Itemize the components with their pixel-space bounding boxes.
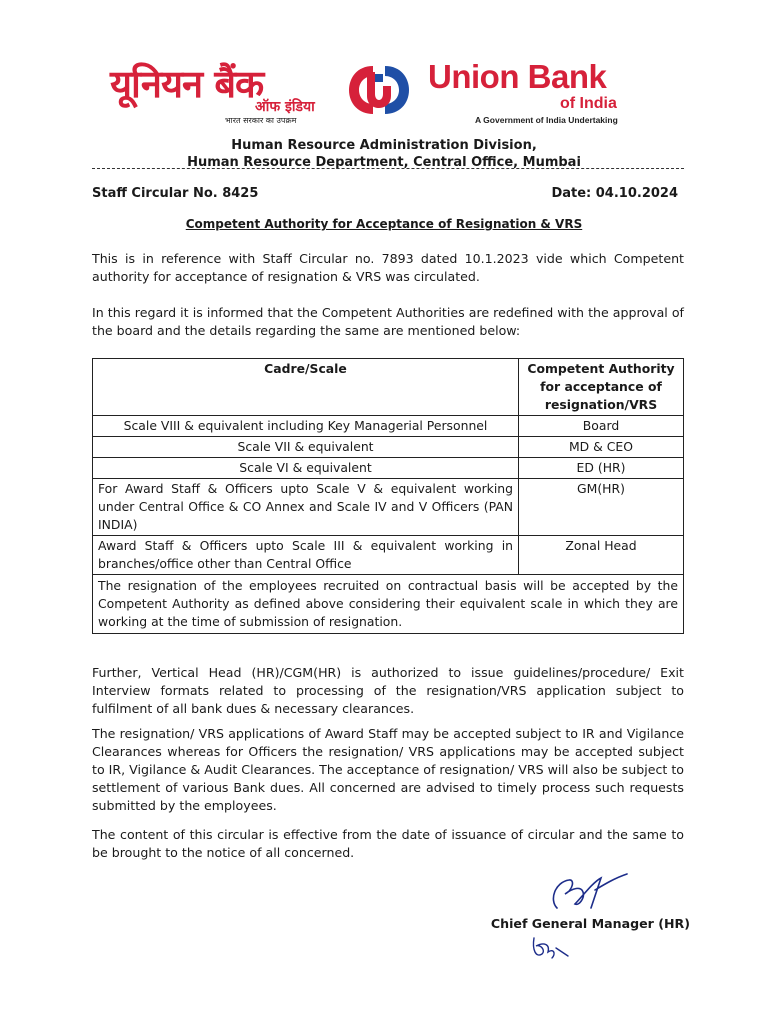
further-paragraph: Further, Vertical Head (HR)/CGM(HR) is authorized to issue guidelines/procedure/ Exit Interview formats related to processing of the resignation/VRS application subject to fulfilment of all bank dues & necessary clearances. bbox=[92, 665, 684, 716]
applications-paragraph: The resignation/ VRS applications of Award Staff may be accepted subject to IR and Vigilance Clearances whereas for Officers the resignation/ VRS applications may be accepted subject to IR, Vigilance & Audit Clearances. The acceptance of resignation/ VRS will also be subject to settlement of various Bank dues. All concerned are advised to timely process such requests submitted by the employees. bbox=[92, 726, 684, 813]
table-row bbox=[93, 536, 684, 575]
signature-icon bbox=[535, 868, 635, 918]
letterhead bbox=[0, 55, 768, 125]
header-authority: Competent Authority for acceptance of resignation/VRS bbox=[519, 359, 684, 416]
table-header-row bbox=[93, 359, 684, 416]
authority-cell: MD & CEO bbox=[519, 437, 684, 458]
table-row bbox=[93, 437, 684, 458]
cadre-cell: Award Staff & Officers upto Scale III & equivalent working in branches/office other than Central Office bbox=[93, 536, 519, 575]
english-tagline: A Government of India Undertaking bbox=[475, 115, 618, 125]
cadre-cell: For Award Staff & Officers upto Scale V & equivalent working under Central Office & CO Annex and Scale IV and V Officers (PAN INDIA) bbox=[93, 479, 519, 536]
hindi-bank-subname: ऑफ इंडिया bbox=[255, 99, 315, 115]
union-bank-logo-icon bbox=[343, 60, 415, 120]
intro-paragraph: This is in reference with Staff Circular no. 7893 dated 10.1.2023 vide which Competent authority for acceptance of resignation & VRS was circulated. bbox=[92, 251, 684, 284]
authority-cell: Board bbox=[519, 416, 684, 437]
authority-cell: GM(HR) bbox=[519, 479, 684, 536]
regard-paragraph: In this regard it is informed that the Competent Authorities are redefined with the approval of the board and the details regarding the same are mentioned below: bbox=[92, 305, 684, 338]
circular-number: Staff Circular No. 8425 bbox=[92, 186, 259, 201]
circular-date: Date: 04.10.2024 bbox=[551, 186, 678, 201]
table-row bbox=[93, 479, 684, 536]
header-cadre: Cadre/Scale bbox=[93, 359, 519, 416]
signatory-designation: Chief General Manager (HR) bbox=[490, 916, 690, 931]
dashed-divider bbox=[92, 168, 684, 169]
subject-line: Competent Authority for Acceptance of Resignation & VRS bbox=[185, 217, 583, 231]
table-row bbox=[93, 458, 684, 479]
cadre-cell: Scale VIII & equivalent including Key Managerial Personnel bbox=[93, 416, 519, 437]
division-heading bbox=[0, 137, 768, 171]
table-row bbox=[93, 416, 684, 437]
division-line-1: Human Resource Administration Division, bbox=[231, 138, 537, 153]
english-bank-subname: of India bbox=[560, 95, 617, 112]
hindi-bank-name: यूनियन बैंक bbox=[110, 62, 264, 106]
effective-paragraph: The content of this circular is effective from the date of issuance of circular and the same to be brought to the notice of all concerned. bbox=[92, 827, 684, 860]
authority-table bbox=[92, 358, 684, 634]
cadre-cell: Scale VI & equivalent bbox=[93, 458, 519, 479]
authority-cell: Zonal Head bbox=[519, 536, 684, 575]
authority-cell: ED (HR) bbox=[519, 458, 684, 479]
hindi-tagline: भारत सरकार का उपक्रम bbox=[225, 116, 297, 125]
contractual-note: The resignation of the employees recruited on contractual basis will be accepted by the Competent Authority as defined above considering their equivalent scale in which they are working at the time of submission of resignation. bbox=[93, 575, 684, 634]
division-line-2: Human Resource Department, Central Office, Mumbai bbox=[187, 155, 581, 170]
table-note-row bbox=[93, 575, 684, 634]
initials-icon bbox=[528, 932, 578, 962]
cadre-cell: Scale VII & equivalent bbox=[93, 437, 519, 458]
english-bank-name: Union Bank bbox=[428, 58, 607, 95]
